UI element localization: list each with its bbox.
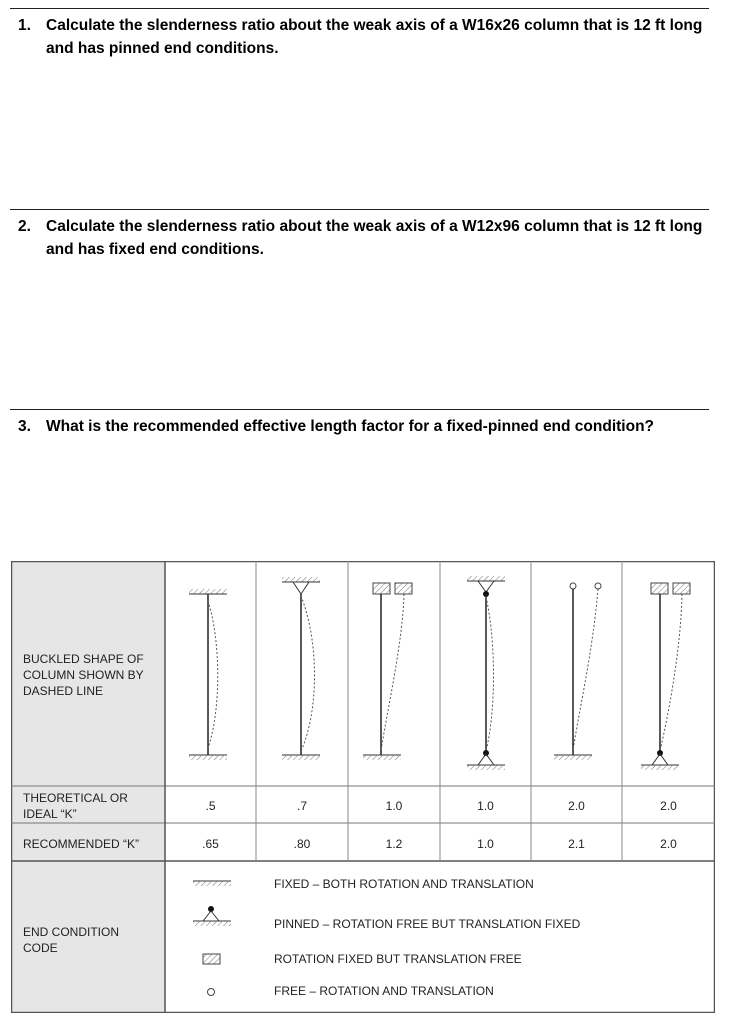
question-1-top-rule [10, 8, 709, 9]
rotation-fixed-box-icon [395, 583, 412, 594]
pinned-support-icon [293, 582, 309, 594]
theoretical-k-value: 1.0 [477, 799, 494, 813]
fixed-support-icon [467, 576, 505, 581]
row-label-end-condition: END CONDITION CODE [23, 925, 119, 955]
row-label-buckled-shape: BUCKLED SHAPE OF COLUMN SHOWN BY DASHED LINE [23, 652, 144, 698]
question-1-text-line1: Calculate the slenderness ratio about the weak axis of a W16x26 column that is 12 ft long [46, 17, 703, 34]
row-label-theoretical-k: THEORETICAL OR IDEAL “K” [23, 791, 128, 821]
fixed-support-icon [467, 765, 505, 770]
question-2-text-line2: and has fixed end conditions. [46, 241, 264, 258]
fixed-support-icon [363, 755, 401, 760]
rotation-fixed-box-icon [651, 583, 668, 594]
fixed-support-icon [189, 755, 227, 760]
legend-rotation-fixed-icon [203, 954, 220, 964]
effective-length-table [11, 561, 715, 1013]
question-3-number: 3. [18, 418, 31, 435]
column-diagram-sway-fixed [363, 583, 412, 760]
end-condition-rotation-fixed-text: ROTATION FIXED BUT TRANSLATION FREE [274, 952, 522, 966]
fixed-support-icon [189, 589, 227, 594]
end-condition-free-text: FREE – ROTATION AND TRANSLATION [274, 984, 494, 998]
recommended-k-value: .80 [293, 837, 311, 851]
question-1-text-line2: and has pinned end conditions. [46, 40, 279, 57]
value-column-dividers [256, 561, 622, 861]
theoretical-k-value: 2.0 [568, 799, 585, 813]
fixed-support-icon [641, 765, 679, 770]
question-3 [18, 415, 708, 438]
column-diagram-pinned-pinned [467, 576, 505, 770]
pinned-support-icon [478, 581, 494, 592]
recommended-k-value: .65 [202, 837, 219, 851]
column-diagram-sway-pinned [641, 583, 690, 770]
question-3-top-rule [10, 409, 709, 410]
theoretical-k-value: 2.0 [660, 799, 677, 813]
question-1 [18, 14, 708, 60]
rotation-fixed-box-icon [673, 583, 690, 594]
row-label-recommended-k: RECOMMENDED “K” [23, 837, 139, 851]
recommended-k-value: 1.2 [385, 837, 403, 851]
legend-fixed-icon [193, 881, 231, 886]
free-end-circle-icon [570, 583, 576, 589]
question-2-text-line1: Calculate the slenderness ratio about the weak axis of a W12x96 column that is 12 ft long [46, 218, 703, 235]
fixed-support-icon [554, 755, 592, 760]
column-diagram-free-fixed [554, 583, 601, 760]
end-condition-fixed-text: FIXED – BOTH ROTATION AND TRANSLATION [274, 877, 534, 891]
question-2-number: 2. [18, 218, 31, 235]
legend-free-icon [208, 989, 215, 996]
end-condition-pinned-text: PINNED – ROTATION FREE BUT TRANSLATION FIXED [274, 917, 581, 931]
rotation-fixed-box-icon [373, 583, 390, 594]
fixed-support-icon [282, 577, 320, 582]
column-diagram-pinned-fixed [282, 577, 320, 760]
recommended-k-value: 2.0 [660, 837, 677, 851]
fixed-support-icon [282, 755, 320, 760]
recommended-k-value: 2.1 [568, 837, 585, 851]
free-end-circle-icon [595, 583, 601, 589]
question-2-top-rule [10, 209, 709, 210]
theoretical-k-value: .5 [205, 799, 216, 813]
legend-pinned-icon [193, 906, 231, 926]
theoretical-k-value: .7 [296, 799, 307, 813]
question-3-text-line1: What is the recommended effective length factor for a fixed-pinned end condition? [46, 418, 655, 435]
theoretical-k-value: 1.0 [385, 799, 403, 813]
recommended-k-value: 1.0 [477, 837, 494, 851]
question-1-number: 1. [18, 17, 31, 34]
column-diagram-fixed-fixed [189, 589, 227, 760]
question-2 [18, 215, 708, 261]
